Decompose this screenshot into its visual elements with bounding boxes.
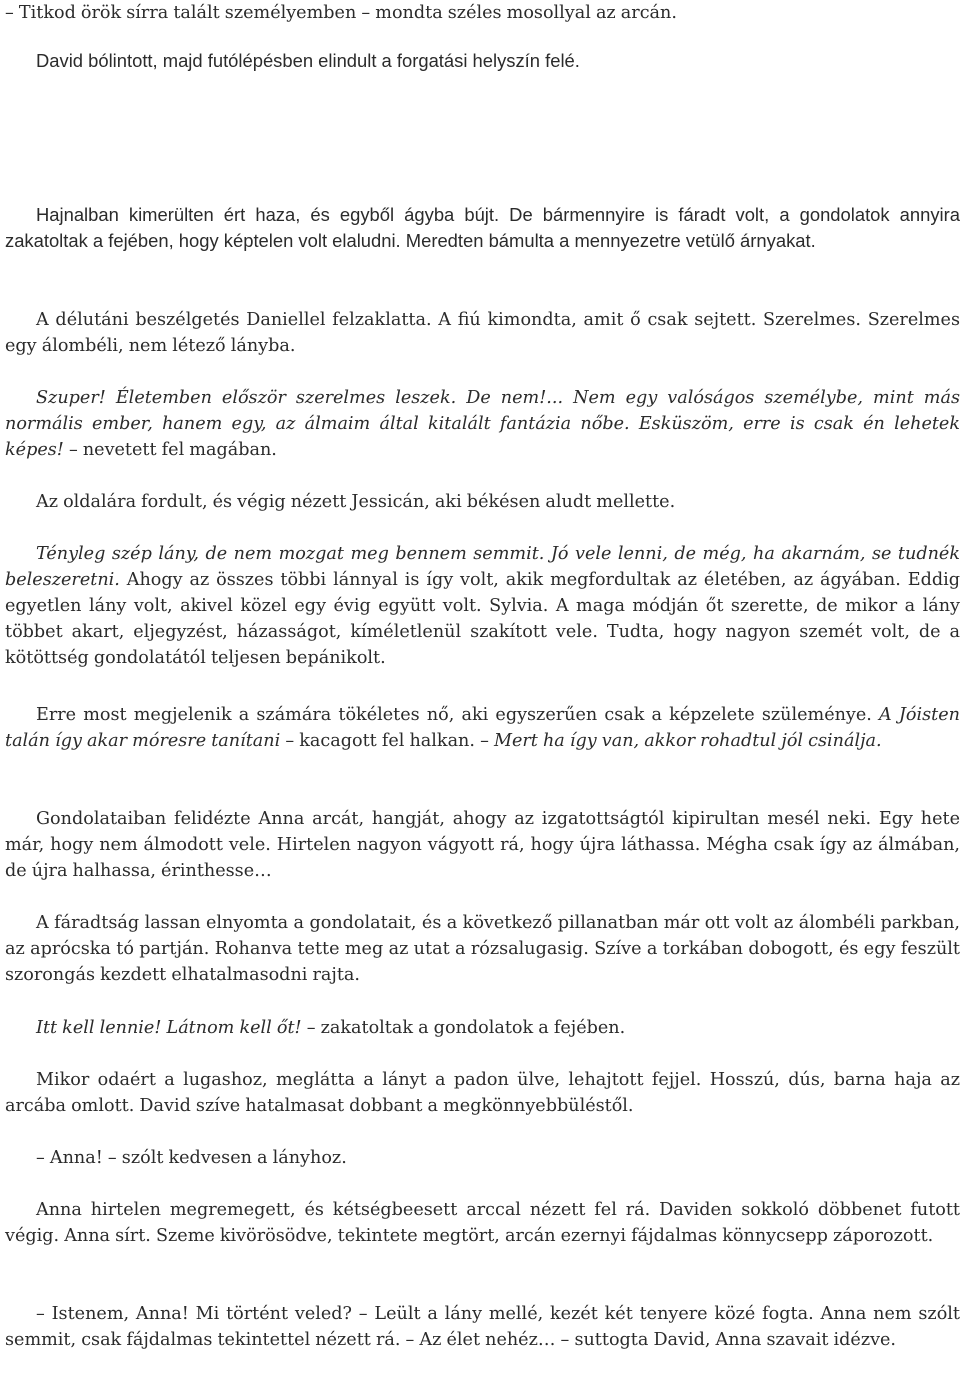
italic-text-segment: Szuper! Életemben először szerelmes leszek. De nem!... Nem egy valóságos személybe, mint más normális ember, hanem egy, az álmaim által kitalált fantázia nőbe. Esküszöm, erre is csak én lehetek képes! <box>5 388 960 460</box>
text-segment: – nevetett fel magában. <box>63 440 277 460</box>
text-segment: Mikor odaért a lugashoz, meglátta a lányt a padon ülve, lehajtott fejjel. Hosszú, dús, barna haja az arcába omlott. David szíve hatalmasat dobbant a megkönnyebbüléstől. <box>5 1070 960 1116</box>
text-segment: Az oldalára fordult, és végig nézett Jessicán, aki békésen aludt mellette. <box>36 492 676 512</box>
text-segment: A délutáni beszélgetés Daniellel felzaklatta. A fiú kimondta, amit ő csak sejtett. Szerelmes. Szerelmes egy álombéli, nem létező lányba. <box>5 310 960 356</box>
text-segment: Anna hirtelen megremegett, és kétségbeesett arccal nézett fel rá. Daviden sokkoló döbbenet futott végig. Anna sírt. Szeme kivörösödve, tekintete megtört, arcán ezernyi fájdalmas könnycsepp záporozott. <box>5 1200 960 1246</box>
paragraph <box>5 1015 960 1041</box>
text-segment: Erre most megjelenik a számára tökéletes nő, aki egyszerűen csak a képzelete szüleménye. <box>36 705 880 725</box>
italic-text-segment: A Jóisten talán így akar móresre tanítani <box>5 705 960 751</box>
text-segment: – Istenem, Anna! Mi történt veled? – Leült a lány mellé, kezét két tenyere közé fogta. Anna nem szólt semmit, csak fájdalmas tekintettel nézett rá. – Az élet nehéz… – suttogta David, Anna szavait idézve. <box>5 1304 960 1350</box>
paragraph <box>5 541 960 671</box>
paragraph <box>5 1067 960 1119</box>
text-segment: – zakatoltak a gondolatok a fejében. <box>301 1018 626 1038</box>
text-segment: Gondolataiban felidézte Anna arcát, hangját, ahogy az izgatottságtól kipirultan mesél neki. Egy hete már, hogy nem álmodott vele. Hirtelen nagyon vágyott rá, hogy újra láthassa. Mégha csak így az álmában, de újra halhassa, érinthesse… <box>5 809 960 881</box>
text-segment: – Titkod örök sírra talált személyemben – mondta széles mosollyal az arcán. <box>5 3 677 23</box>
paragraph <box>5 806 960 884</box>
paragraph <box>5 385 960 463</box>
italic-text-segment: Itt kell lennie! Látnom kell őt! <box>36 1018 302 1038</box>
paragraph <box>5 1197 960 1249</box>
text-segment: – kacagott fel halkan. – <box>280 731 494 751</box>
paragraph <box>5 48 960 74</box>
paragraph <box>5 1145 960 1171</box>
paragraph <box>5 0 960 26</box>
paragraph <box>5 1301 960 1353</box>
text-segment: – Anna! – szólt kedvesen a lányhoz. <box>36 1148 347 1168</box>
text-segment: A fáradtság lassan elnyomta a gondolatait, és a következő pillanatban már ott volt az álombéli parkban, az aprócska tó partján. Rohanva tette meg az utat a rózsalugasig. Szíve a torkában dobogott, és egy feszült szorongás kezdett elhatalmasodni rajta. <box>5 913 960 985</box>
text-segment: Ahogy az összes többi lánnyal is így volt, akik megfordultak az életében, az ágyában. Eddig egyetlen lány volt, akivel közel egy évig együtt volt. Sylvia. A maga módján őt szerette, de mikor a lány többet akart, eljegyzést, házasságot, kíméletlenül szakított vele. Tudta, hogy nagyon szemét volt, de a kötöttség gondolatától teljesen bepánikolt. <box>5 570 960 668</box>
text-segment: David bólintott, majd futólépésben elindult a forgatási helyszín felé. <box>36 50 580 71</box>
paragraph <box>5 910 960 988</box>
paragraph <box>5 307 960 359</box>
italic-text-segment: Mert ha így van, akkor rohadtul jól csinálja. <box>493 731 882 751</box>
paragraph <box>5 702 960 754</box>
paragraph <box>5 202 960 254</box>
paragraph <box>5 489 960 515</box>
text-segment: Hajnalban kimerülten ért haza, és egyből ágyba bújt. De bármennyire is fáradt volt, a gondolatok annyira zakatoltak a fejében, hogy képtelen volt elaludni. Meredten bámulta a mennyezetre vetülő árnyakat. <box>5 204 960 251</box>
italic-text-segment: Tényleg szép lány, de nem mozgat meg bennem semmit. Jó vele lenni, de még, ha akarnám, se tudnék beleszeretni. <box>5 544 960 590</box>
